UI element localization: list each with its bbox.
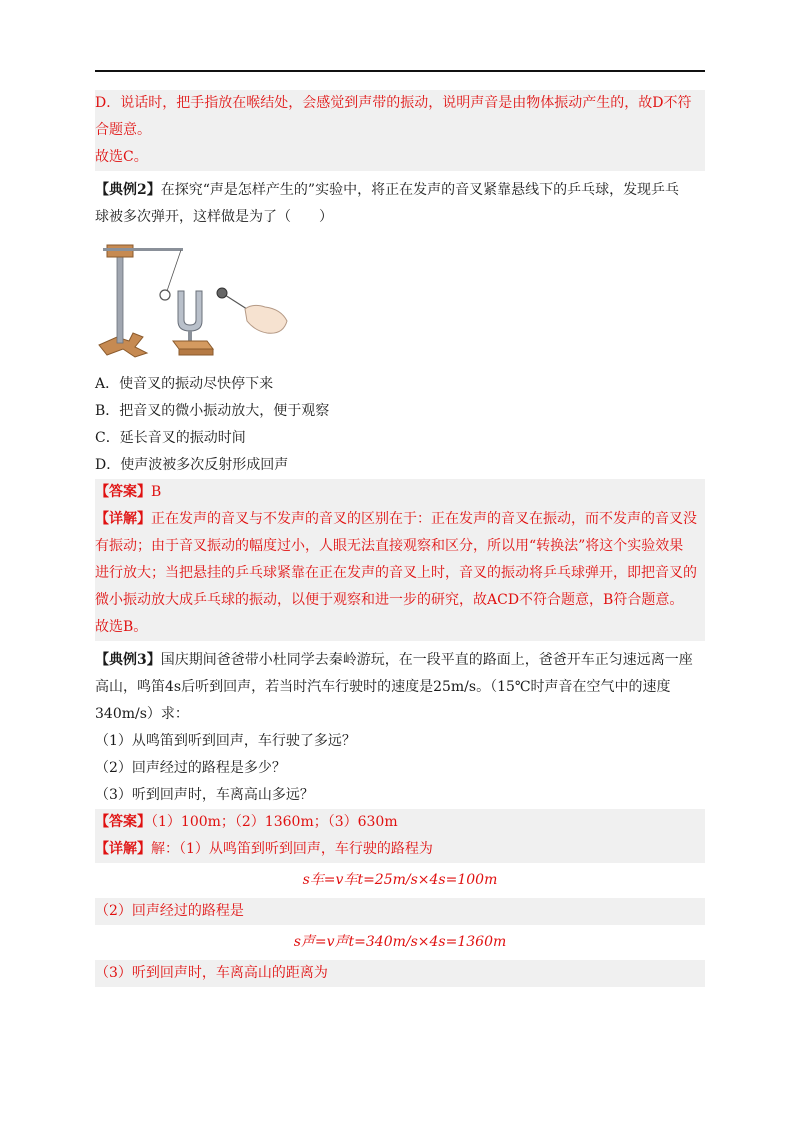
detail-line-5: 故选B。 (95, 619, 148, 635)
detail-intro: 解：（1）从鸣笛到听到回声，车行驶的路程为 (151, 841, 433, 857)
example2-answer-block (95, 479, 705, 641)
subq-2: （2）回声经过的路程是多少？ (95, 760, 286, 776)
answer-value-3: （1）100m；（2）1360m；（3）630m (151, 814, 398, 830)
header-rule (95, 70, 705, 72)
example2-label: 【典例2】 (95, 182, 161, 198)
formula-1: s车=v车t=25m/s×4s=100m (302, 872, 498, 888)
answer-label: 【答案】 (95, 484, 151, 500)
detail-line-2: 有振动；由于音叉振动的幅度过小，人眼无法直接观察和区分，所以用“转换法”将这个实验效果 (95, 538, 684, 554)
prev-option-d-cont: 合题意。 (95, 122, 151, 138)
option-c: C．延长音叉的振动时间 (95, 430, 246, 446)
prev-answer-block (95, 90, 705, 171)
example2-q-line2: 球被多次弹开，这样做是为了（ ） (95, 209, 333, 225)
answer-label-3: 【答案】 (95, 814, 151, 830)
subq-1: （1）从鸣笛到听到回声，车行驶了多远？ (95, 733, 356, 749)
answer-value: B (151, 484, 162, 500)
option-d: D．使声波被多次反射形成回声 (95, 457, 289, 473)
formula-2: s声=v声t=340m/s×4s=1360m (293, 934, 507, 950)
tuning-fork-illustration (95, 237, 295, 367)
example2-q-line1: 在探究“声是怎样产生的”实验中，将正在发声的音叉紧靠悬线下的乒乓球，发现乒乓 (160, 182, 680, 198)
prev-choose: 故选C。 (95, 149, 148, 165)
example3-q-line3: 340m/s）求： (95, 706, 189, 722)
detail-line-4: 微小振动放大成乒乓球的振动，以便于观察和进一步的研究，故ACD不符合题意，B符合题意。 (95, 592, 684, 608)
detail-line-1: 正在发声的音叉与不发声的音叉的区别在于：正在发声的音叉在振动，而不发声的音叉没 (151, 511, 697, 527)
page-content (95, 90, 705, 987)
tuning-fork-figure (95, 237, 295, 367)
detail-line-3: 进行放大；当把悬挂的乒乓球紧靠在正在发声的音叉上时，音叉的振动将乒乓球弹开，即把音叉的 (95, 565, 697, 581)
example3-q-line2: 高山，鸣笛4s后听到回声，若当时汽车行驶时的速度是25m/s。（15℃时声音在空气中的速度 (95, 679, 671, 695)
option-a: A．使音叉的振动尽快停下来 (95, 376, 274, 392)
example3-q-line1: 国庆期间爸爸带小杜同学去秦岭游玩，在一段平直的路面上，爸爸开车正匀速远离一座 (160, 652, 693, 668)
detail-label-3: 【详解】 (95, 841, 151, 857)
subq-3: （3）听到回声时，车离高山多远？ (95, 787, 314, 803)
step-2: （2）回声经过的路程是 (95, 903, 244, 919)
example2-options (95, 371, 705, 479)
prev-option-d: D．说话时，把手指放在喉结处，会感觉到声带的振动，说明声音是由物体振动产生的，故D不符 (95, 95, 692, 111)
detail-label: 【详解】 (95, 511, 151, 527)
step-3: （3）听到回声时，车离高山的距离为 (95, 965, 328, 981)
example3-question (95, 647, 705, 809)
example3-label: 【典例3】 (95, 652, 161, 668)
example2-question (95, 177, 705, 231)
option-b: B．把音叉的微小振动放大，便于观察 (95, 403, 330, 419)
example3-answer-block (95, 809, 705, 863)
